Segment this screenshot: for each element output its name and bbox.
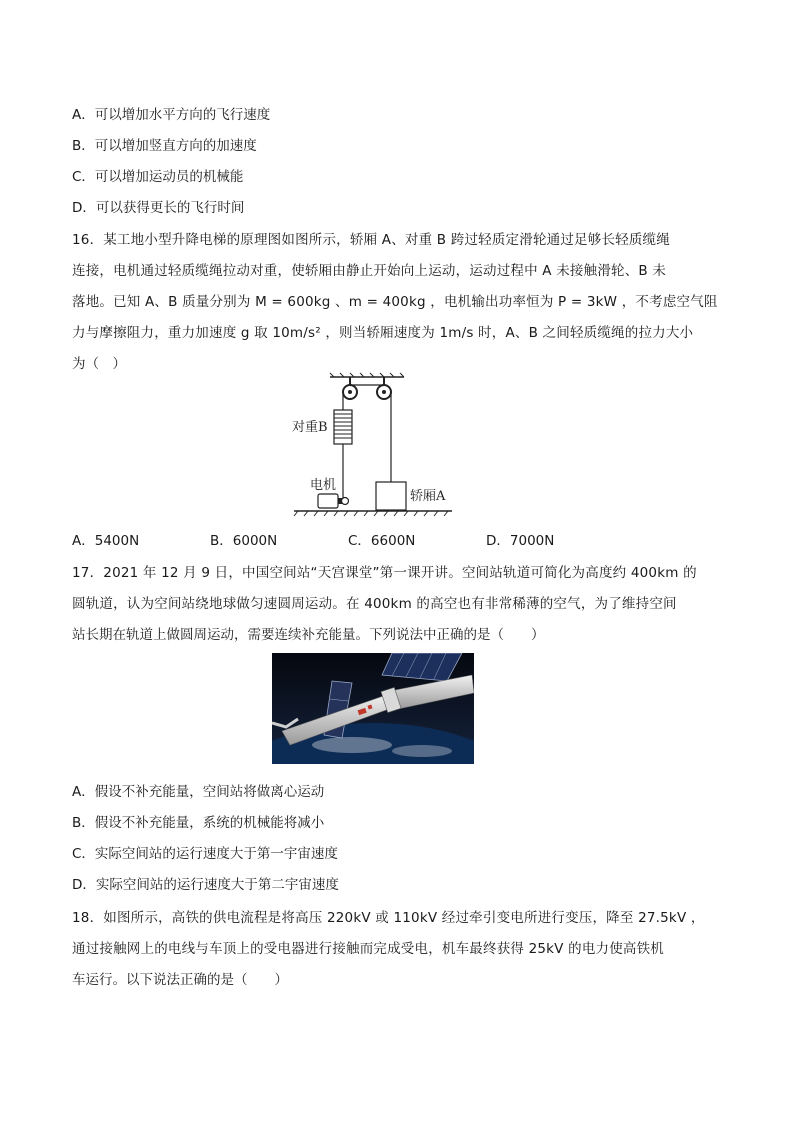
q15-option-a: A．可以增加水平方向的飞行速度 — [72, 107, 271, 123]
car-label: 轿厢A — [410, 489, 446, 504]
q15-option-d: D．可以获得更长的飞行时间 — [72, 200, 245, 216]
q16-option-d: D．7000N — [486, 533, 555, 549]
q18-text-line-3: 车运行。以下说法正确的是（ ） — [72, 972, 288, 988]
q16-text-line-5: 为（ ） — [72, 356, 126, 372]
q18-text-line-1: 18．如图所示，高铁的供电流程是将高压 220kV 或 110kV 经过牵引变电所进行变压，降至 27.5kV ， — [72, 910, 705, 926]
q16-option-b: B．6000N — [210, 533, 278, 549]
elevator-diagram — [288, 372, 458, 524]
q17-option-c: C．实际空间站的运行速度大于第一宇宙速度 — [72, 846, 338, 862]
q17-text-line-1: 17．2021 年 12 月 9 日，中国空间站“天宫课堂”第一课开讲。空间站轨道可简化为高度约 400km 的 — [72, 565, 697, 581]
q15-option-c: C．可以增加运动员的机械能 — [72, 169, 244, 185]
q16-options — [72, 529, 632, 549]
q16-text-line-1: 16．某工地小型升降电梯的原理图如图所示，轿厢 A、对重 B 跨过轻质定滑轮通过足够长轻质缆绳 — [72, 232, 670, 248]
q16-option-c: C．6600N — [348, 533, 416, 549]
q16-option-a: A．5400N — [72, 533, 140, 549]
q17-text-line-2: 圆轨道，认为空间站绕地球做匀速圆周运动。在 400km 的高空也有非常稀薄的空气，为了维持空间 — [72, 596, 677, 612]
q16-text-line-2: 连接，电机通过轻质缆绳拉动对重，使轿厢由静止开始向上运动，运动过程中 A 未接触滑轮、B 未 — [72, 263, 667, 279]
counterweight-b — [334, 410, 352, 444]
motor — [318, 494, 349, 508]
q17-option-b: B．假设不补充能量，系统的机械能将减小 — [72, 815, 325, 831]
counterweight-label: 对重B — [292, 420, 328, 435]
q15-option-b: B．可以增加竖直方向的加速度 — [72, 138, 257, 154]
car-a — [376, 482, 406, 510]
space-station-photo — [272, 653, 474, 764]
q16-text-line-4: 力与摩擦阻力，重力加速度 g 取 10m/s² ，则当轿厢速度为 1m/s 时，A、B 之间轻质缆绳的拉力大小 — [72, 325, 694, 341]
q18-text-line-2: 通过接触网上的电线与车顶上的受电器进行接触而完成受电，机车最终获得 25kV 的电力使高铁机 — [72, 941, 665, 957]
q17-text-line-3: 站长期在轨道上做圆周运动，需要连续补充能量。下列说法中正确的是（ ） — [72, 627, 545, 643]
q17-option-a: A．假设不补充能量，空间站将做离心运动 — [72, 784, 325, 800]
q17-option-d: D．实际空间站的运行速度大于第二宇宙速度 — [72, 877, 339, 893]
q16-text-line-3: 落地。已知 A、B 质量分别为 M = 600kg 、m = 400kg ，电机输出功率恒为 P = 3kW ，不考虑空气阻 — [72, 294, 718, 310]
motor-label: 电机 — [310, 478, 337, 493]
